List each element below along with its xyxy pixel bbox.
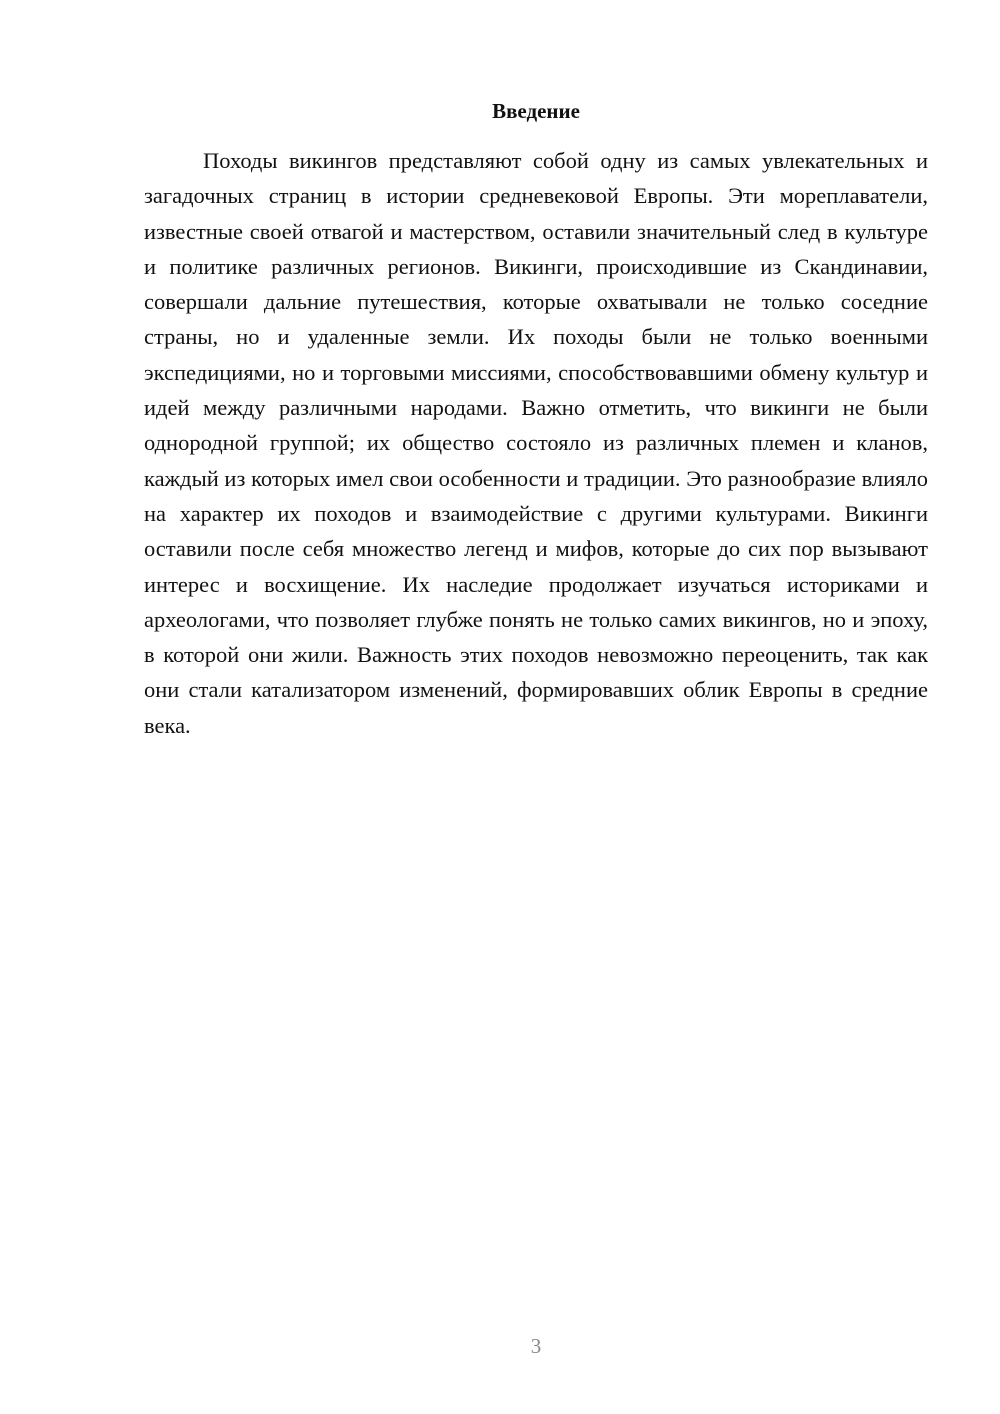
section-heading: Введение: [492, 99, 580, 123]
page-number: 3: [530, 1334, 542, 1358]
body-paragraph: Походы викингов представляют собой одну из самых увлекательных и загадочных страниц в истории средневековой Европы. Эти мореплаватели, известные своей отвагой и мастерством, оставили значительный след в культуре и политике различных регионов. Викинги, происходившие из Скандинавии, совершали дальние путешествия, которые охватывали не только соседние страны, но и удаленные земли. Их походы были не только военными экспедициями, но и торговыми миссиями, способствовавшими обмену культур и идей между различными народами. Важно отметить, что викинги не были однородной группой; их общество состояло из различных племен и кланов, каждый из которых имел свои особенности и традиции. Это разнообразие влияло на характер их походов и взаимодействие с другими культурами. Викинги оставили после себя множество легенд и мифов, которые до сих пор вызывают интерес и восхищение. Их наследие продолжает изучаться историками и археологами, что позволяет глубже понять не только самих викингов, но и эпоху, в которой они жили. Важность этих походов невозможно переоценить, так как они стали катализатором изменений, формировавших облик Европы в средние века.: [144, 148, 928, 738]
